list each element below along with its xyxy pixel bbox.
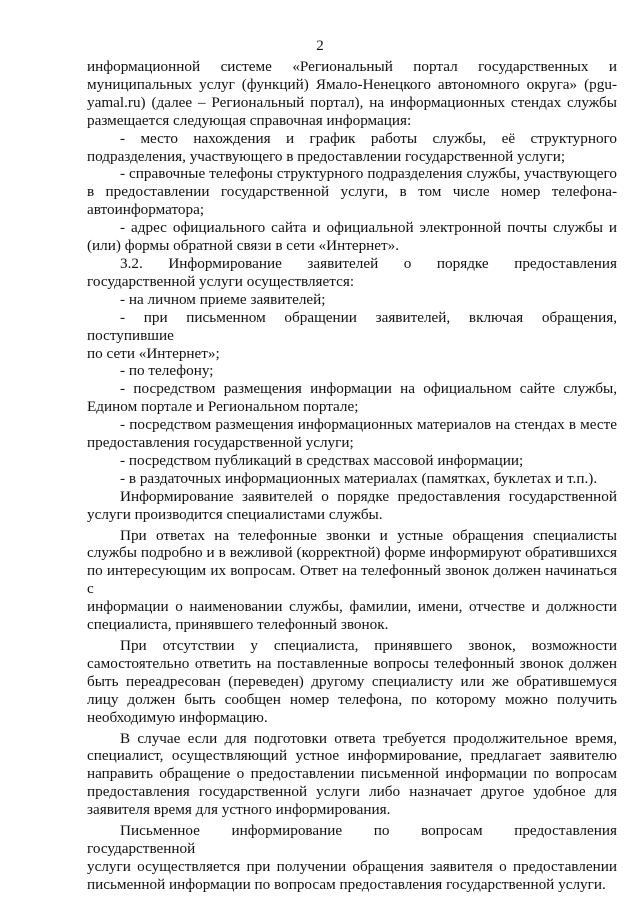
text-line: предоставления государственной услуги либо назначает другое удобное для [87,783,617,801]
text-line: - адрес официального сайта и официальной электронной почты службы и [120,219,617,237]
text-line: государственной услуги осуществляется: [87,272,355,290]
text-line: 3.2. Информирование заявителей о порядке предоставления [120,254,617,272]
text-line: в предоставлении государственной услуги, в том числе номер телефона- [87,183,617,201]
text-line: - посредством размещения информации на официальном сайте службы, [120,380,617,398]
text-line: - справочные телефоны структурного подразделения службы, участвующего [120,165,617,183]
text-line: При отсутствии у специалиста, принявшего звонок, возможности [120,637,617,654]
text-line: по интересующим их вопросам. Ответ на телефонный звонок должен начинаться с [87,562,617,598]
text-line: предоставления государственной услуги; [87,434,354,452]
text-line: необходимую информацию. [87,708,268,726]
text-line: - при письменном обращении заявителей, включая обращения, поступившие [87,308,617,344]
text-line: - в раздаточных информационных материалах (памятках, буклетах и т.п.). [120,469,598,487]
text-line: Письменное информирование по вопросам предоставления государственной [87,822,617,857]
text-line: подразделения, участвующего в предоставлении государственной услуги; [87,147,566,165]
page-number: 2 [316,38,324,54]
text-line: заявителя время для устного информирования. [87,801,391,819]
text-line: услуги осуществляется при получении обращения заявителя о предоставлении [87,857,617,875]
text-line: специалиста, принявшего телефонный звонок. [87,616,389,634]
text-line: yamal.ru) (далее – Региональный портал), на информационных стендах службы [87,93,617,111]
text-line: письменной информации по вопросам предоставления государственной услуги. [87,875,606,893]
text-line: - на личном приеме заявителей; [120,290,326,308]
text-line: Едином портале и Региональном портале; [87,398,359,416]
text-line: быть переадресован (переведен) другому специалисту или же обратившемуся [87,672,617,690]
text-line: - посредством размещения информационных материалов на стендах в месте [120,416,617,434]
text-line: специалист, осуществляющий устное информирование, предлагает заявителю [87,747,617,765]
text-line: При ответах на телефонные звонки и устные обращения специалисты [120,526,617,544]
text-line: информационной системе «Региональный портал государственных и [87,58,617,75]
text-line: размещается следующая справочная информация: [87,111,412,129]
text-line: - место нахождения и график работы службы, её структурного [120,129,617,147]
text-line: направить обращение о предоставлении письменной информации по вопросам [87,765,617,783]
text-line: лицу должен быть сообщен номер телефона, по которому можно получить [87,690,617,708]
text-line: информации о наименовании службы, фамилии, имени, отчестве и должности [87,598,617,616]
body-text [87,58,617,894]
text-line: услуги производится специалистами службы. [87,505,383,523]
text-line: самостоятельно ответить на поставленные вопросы телефонный звонок должен [87,654,617,672]
text-line: службы подробно и в вежливой (корректной) форме информируют обратившихся [87,544,617,562]
text-line: автоинформатора; [87,201,205,219]
text-line: по сети «Интернет»; [87,344,220,362]
text-line: - посредством публикаций в средствах массовой информации; [120,451,524,469]
text-line: муниципальных услуг (функций) Ямало-Ненецкого автономного округа» (pgu- [87,75,617,93]
text-line: Информирование заявителей о порядке предоставления государственной [120,487,617,505]
text-line: (или) формы обратной связи в сети «Интернет». [87,237,400,255]
text-line: В случае если для подготовки ответа требуется продолжительное время, [120,729,617,747]
text-line: - по телефону; [120,362,214,380]
